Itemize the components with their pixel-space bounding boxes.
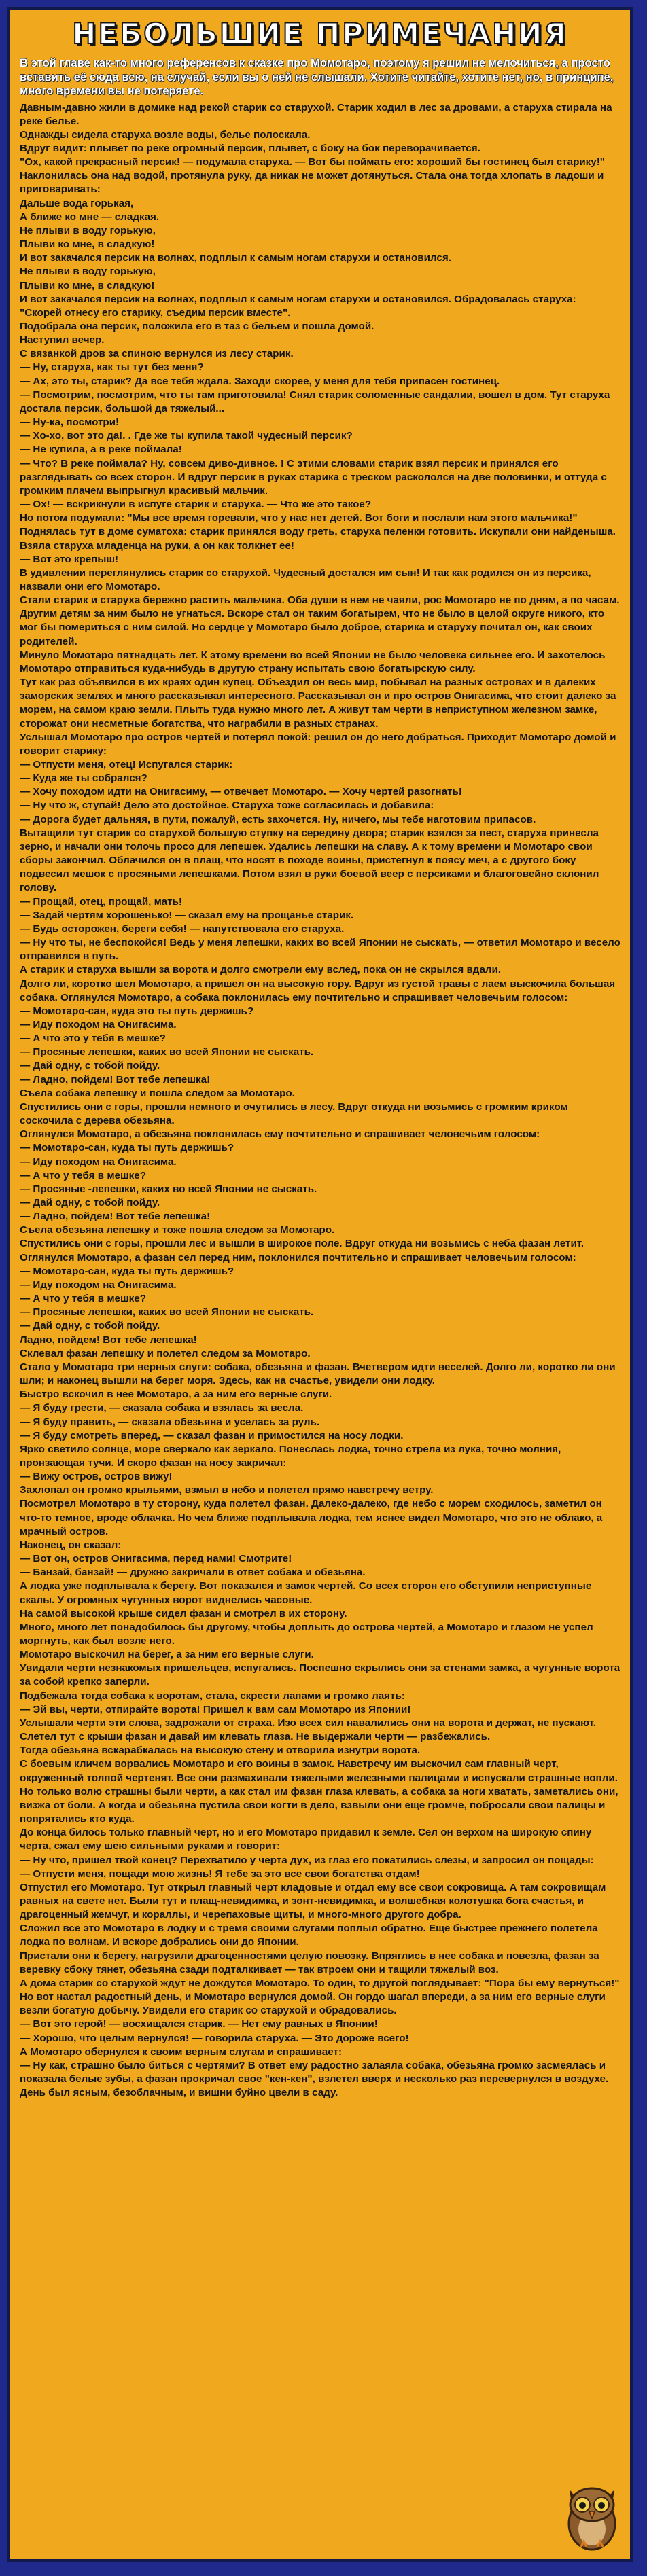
story-text: Давным-давно жили в домике над рекой старик со старухой. Старик ходил в лес за дровами, а старуха стирала на реке белье. Однажды сидела старуха возле воды, белье полоскала. Вдруг видит: плывет по реке огромный персик, плывет, с боку на бок переворачивается. "Ох, какой прекрасный персик! — подумала старуха. — Вот бы поймать его: хороший бы гостинец был старику!" Наклонилась она над водой, протянула руку, да никак не может дотянуться. Стала она тогда хлопать в ладоши и приговаривать: Дальше вода горькая, А ближе ко мне — сладкая. Не плыви в воду горькую, Плыви ко мне, в сладкую! И вот закачался персик на волнах, подплыл к самым ногам старухи и остановился. Не плыви в воду горькую, Плыви ко мне, в сладкую! И вот закачался персик на волнах, подплыл к самым ногам старухи и остановился. Обрадовалась старуха: "Скорей отнесу его старику, съедим персик вместе". Подобрала она персик, положила его в таз с бельем и пошла домой. Наступил вечер. С вязанкой дров за спиною вернулся из лесу старик. — Ну, старуха, как ты тут без меня? — Ах, это ты, старик? Да все тебя ждала. Заходи скорее, у меня для тебя припасен гостинец. — Посмотрим, посмотрим, что ты там приготовила! Снял старик соломенные сандалии, вошел в дом. Тут старуха достала персик, большой да тяжелый... — Ну-ка, посмотри! — Хо-хо, вот это да!. . Где же ты купила такой чудесный персик? — Не купила, а в реке поймала! — Что? В реке поймала? Ну, совсем диво-дивное. ! С этими словами старик взял персик и принялся его разглядывать со всех сторон. И вдруг персик в руках старика с треском раскололся на две половинки, и оттуда с громким плачем выпрыгнул красивый мальчик. — Ох! — вскрикнули в испуге старик и старуха. — Что же это такое? Но потом подумали: "Мы все время горевали, что у нас нет детей. Вот боги и послали нам этого мальчика!" Поднялась тут в доме суматоха: старик принялся воду греть, старуха пеленки готовить. Искупали они найденыша. Взяла старуха младенца на руки, а он как толкнет ее! — Вот это крепыш! В удивлении переглянулись старик со старухой. Чудесный достался им сын! И так как родился он из персика, назвали они его Момотаро. Стали старик и старуха бережно растить мальчика. Оба души в нем не чаяли, рос Момотаро не по дням, а по часам. Другим детям за ним было не угнаться. Вскоре стал он таким богатырем, что не было в целой округе никого, кто мог бы помериться с ним силой. Но сердце у Момотаро было доброе, старика и старуху почитал он, как своих родителей. Минуло Момотаро пятнадцать лет. К этому времени во всей Японии не было человека сильнее его. И захотелось Момотаро отправиться куда-нибудь в другую страну испытать свою богатырскую силу. Тут как раз объявился в их краях один купец. Объездил он весь мир, побывал на разных островах и в далеких заморских землях и много рассказывал интересного. Рассказывал он и про остров Онигасима, что стоит далеко за морем, на самом краю земли. Плыть туда нужно много лет. А живут там черти в неприступном железном замке, сторожат они несметные богатства, что награбили в разных странах. Услышал Момотаро про остров чертей и потерял покой: решил он до него добраться. Приходит Момотаро домой и говорит старику: — Отпусти меня, отец! Испугался старик: — Куда же ты собрался? — Хочу походом идти на Онигасиму, — отвечает Момотаро. — Хочу чертей разогнать! — Ну что ж, ступай! Дело это достойное. Старуха тоже согласилась и добавила: — Дорога будет дальняя, в пути, пожалуй, есть захочется. Ну, ничего, мы тебе наготовим припасов. Вытащили тут старик со старухой большую ступку на середину двора; старик взялся за пест, старуха принесла зерно, и начали они толочь просо для лепешек. Удались лепешки на славу. А к тому времени и Момотаро свои сборы закончил. Облачился он в плащ, что носят в походе воины, пристегнул к поясу меч, а с другого боку подвесил мешок с просяными лепешками. Потом взял в руки боевой веер с персиками и благоговейно склонил голову. — Прощай, отец, прощай, мать! — Задай чертям хорошенько! — сказал ему на прощанье старик. — Будь осторожен, береги себя! — напутствовала его старуха. — Ну что ты, не беспокойся! Ведь у меня лепешки, каких во всей Японии не сыскать, — ответил Момотаро и весело отправился в путь. А старик и старуха вышли за ворота и долго смотрели ему вслед, пока он не скрылся вдали. Долго ли, коротко шел Момотаро, а пришел он на высокую гору. Вдруг из густой травы с лаем выскочила большая собака. Оглянулся Момотаро, а собака поклонилась ему почтительно и спрашивает человечьим голосом: — Момотаро-сан, куда это ты путь держишь? — Иду походом на Онигасима. — А что это у тебя в мешке? — Просяные лепешки, каких во всей Японии не сыскать. — Дай одну, с тобой пойду. — Ладно, пойдем! Вот тебе лепешка! Съела собака лепешку и пошла следом за Момотаро. Спустились они с горы, прошли немного и очутились в лесу. Вдруг откуда ни возьмись с громким криком соскочила с дерева обезьяна. Оглянулся Момотаро, а обезьяна поклонилась ему почтительно и спрашивает человечьим голосом: — Момотаро-сан, куда ты путь держишь? — Иду походом на Онигасима. — А что у тебя в мешке? — Просяные -лепешки, каких во всей Японии не сыскать. — Дай одну, с тобой пойду. — Ладно, пойдем! Вот тебе лепешка! Съела обезьяна лепешку и тоже пошла следом за Момотаро. Спустились они с горы, прошли лес и вышли в широкое поле. Вдруг откуда ни возьмись с неба фазан летит. Оглянулся Момотаро, а фазан сел перед ним, поклонился почтительно и спрашивает человечьим голосом: — Момотаро-сан, куда ты путь держишь? — Иду походом на Онигасима. — А что у тебя в мешке? — Просяные лепешки, каких во всей Японии не сыскать. — Дай одну, с тобой пойду. Ладно, пойдем! Вот тебе лепешка! Склевал фазан лепешку и полетел следом за Момотаро. Стало у Момотаро три верных слуги: собака, обезьяна и фазан. Вчетвером идти веселей. Долго ли, коротко ли они шли; и наконец вышли на берег моря. Здесь, как на счастье, увидели они лодку. Быстро вскочил в нее Момотаро, а за ним его верные слуги. — Я буду грести, — сказала собака и взялась за весла. — Я буду править, — сказала обезьяна и уселась за руль. — Я буду смотреть вперед, — сказал фазан и примостился на носу лодки. Ярко светило солнце, море сверкало как зеркало. Понеслась лодка, точно стрела из лука, точно молния, пронзающая тучи. И скоро фазан на носу закричал: — Вижу остров, остров вижу! Захлопал он громко крыльями, взмыл в небо и полетел прямо навстречу ветру. Посмотрел Момотаро в ту сторону, куда полетел фазан. Далеко-далеко, где небо с морем сходилось, заметил он что-то темное, вроде облачка. Но чем ближе подплывала лодка, тем яснее видел Момотаро, что это не облако, а мрачный остров. Наконец, он сказал: — Вот он, остров Онигасима, перед нами! Смотрите! — Банзай, банзай! — дружно закричали в ответ собака и обезьяна. А лодка уже подплывала к берегу. Вот показался и замок чертей. Со всех сторон его обступили неприступные скалы. У огромных чугунных ворот виднелись часовые. На самой высокой крыше сидел фазан и смотрел в их сторону. Много, много лет понадобилось бы другому, чтобы доплыть до острова чертей, а Момотаро и глазом не успел моргнуть, как был возле него. Момотаро выскочил на берег, а за ним его верные слуги. Увидали черти незнакомых пришельцев, испугались. Поспешно скрылись они за стенами замка, а чугунные ворота за собой крепко заперли. Подбежала тогда собака к воротам, стала, скрести лапами и громко лаять: — Эй вы, черти, отпирайте ворота! Пришел к вам сам Момотаро из Японии! Услышали черти эти слова, задрожали от страха. Изо всех сил навалились они на ворота и держат, не пускают. Слетел тут с крыши фазан и давай им клевать глаза. Не выдержали черти — разбежались. Тогда обезьяна вскарабкалась на высокую стену и отворила изнутри ворота. С боевым кличем ворвались Момотаро и его воины в замок. Навстречу им выскочил сам главный черт, окруженный толпой чертенят. Все они размахивали тяжелыми железными палицами и испускали страшные вопли. Но только волю страшны были черти, а как стал им фазан глаза клевать, а собака за ноги хватать, заметались они, визжа от боли. А когда и обезьяна пустила свои когти в дело, взвыли они еще громче, побросали свои палицы и попрятались кто куда. До конца билось только главный черт, но и его Момотаро придавил к земле. Сел он верхом на широкую спину черта, сжал ему шею сильными руками и говорит: — Ну что, пришел твой конец? Перехватило у черта дух, из глаз его покатились слезы, и запросил он пощады: — Отпусти меня, пощади мою жизнь! Я тебе за это все свои богатства отдам! Отпустил его Момотаро. Тут открыл главный черт кладовые и отдал ему все свои сокровища. А там сокровищам равных на свете нет. Были тут и плащ-невидимка, и зонт-невидимка, и волшебная колотушка бога счастья, и драгоценный жемчуг, и кораллы, и черепаховые щиты, и много-много другого добра. Сложил все это Момотаро в лодку и с тремя своими слугами поплыл обратно. Еще быстрее прежнего полетела лодка по волнам. И вскоре добрались они до Японии. Пристали они к берегу, нагрузили драгоценностями целую повозку. Впряглись в нее собака и повезла, фазан за веревку сбоку тянет, обезьяна сзади подталкивает — так втроем они и тащили тяжелый воз. А дома старик со старухой ждут не дождутся Момотаро. То один, то другой поглядывает: "Пора бы ему вернуться!" Но вот настал радостный день, и Момотаро вернулся домой. Он гордо шагал впереди, а за ним его верные слуги везли богатую добычу. Увидели его старик со старухой и обрадовались. — Вот это герой! — восхищался старик. — Нет ему равных в Японии! — Хорошо, что целым вернулся! — говорила старуха. — Это дороже всего! А Момотаро обернулся к своим верным слугам и спрашивает: — Ну как, страшно было биться с чертями? В ответ ему радостно залаяла собака, обезьяна громко засмеялась и показала белые зубы, а фазан прокричал свое "кен-кен", взлетел вверх и несколько раз перевернулся в воздухе. День был ясным, безоблачным, и вишни буйно цвели в саду. — [20, 101, 620, 2099]
page-title: НЕБОЛЬШИЕ ПРИМЕЧАНИЯ — [72, 17, 568, 50]
notes-panel — [7, 7, 633, 2562]
intro-paragraph: В этой главе как-то много референсов к сказке про Момотаро, поэтому я решил не мелочиться, а просто вставить её сюда всю, на случай, если вы о ней не слышали. Хотите читайте, хотите нет, но, в принципе, много времени вы не потеряете. — [20, 56, 614, 97]
owl-icon — [561, 2476, 623, 2551]
